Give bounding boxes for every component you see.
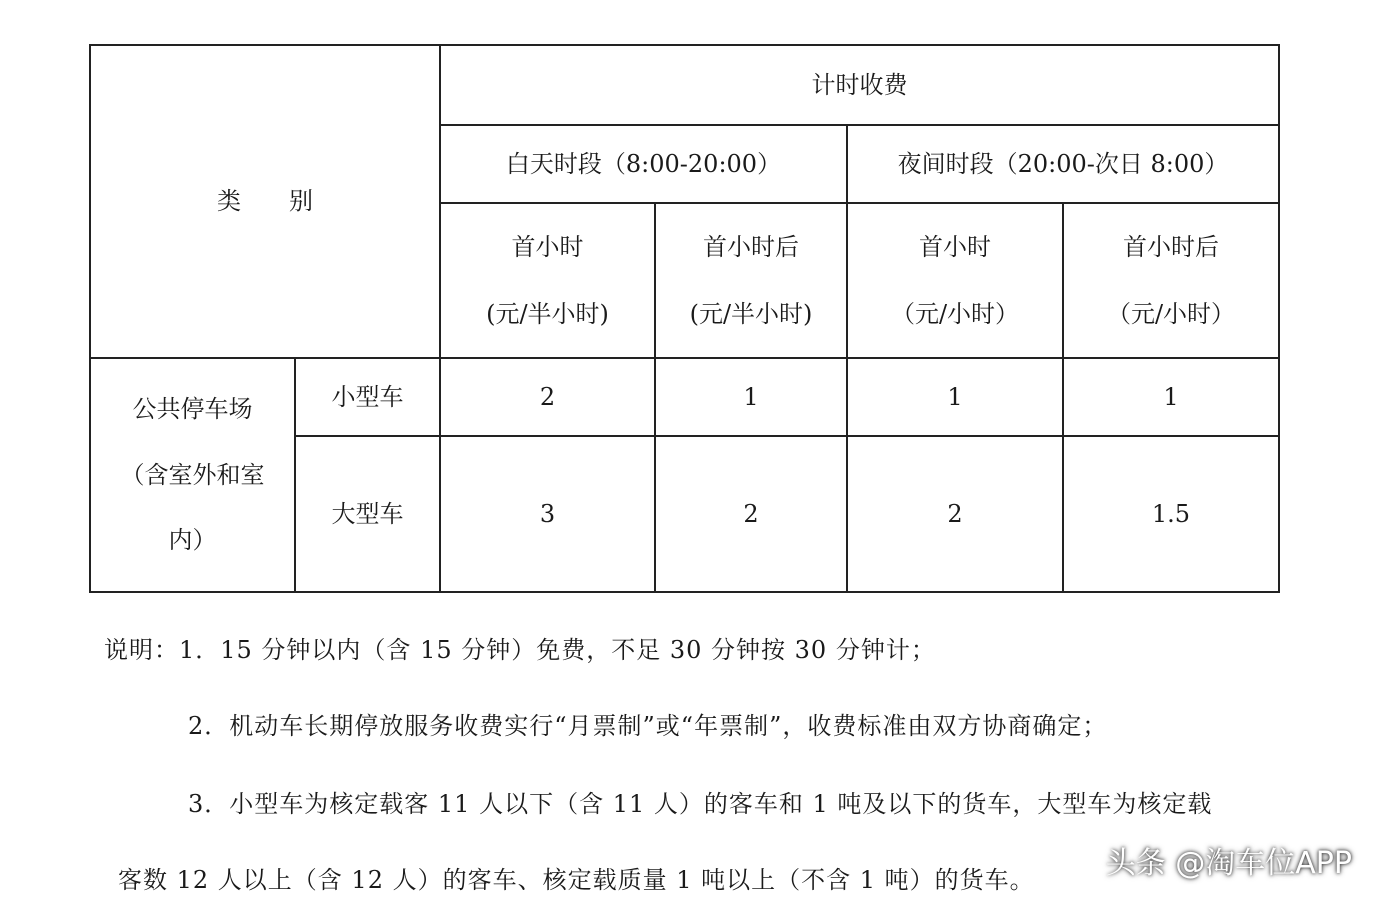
timed-fee-header: 计时收费 [811,70,908,99]
subheader-line: 首小时 [511,232,584,261]
table-cell: 1.5 [1151,499,1191,528]
lot-type-line: （含室外和室 [120,460,265,489]
note-line-2: 2．机动车长期停放服务收费实行“月票制”或“年票制”，收费标准由双方协商确定； [188,712,1108,740]
night-period-header: 夜间时段（20:00-次日 8:00） [897,149,1229,178]
note-line-4: 客数 12 人以上（含 12 人）的客车、核定载质量 1 吨以上（不含 1 吨）的货车。 [118,866,1035,894]
table-cell: 1 [947,382,963,411]
subheader-unit: （元/小时） [1106,299,1236,328]
table-cell: 3 [539,499,556,528]
day-period-header: 白天时段（8:00-20:00） [505,149,782,178]
table-border-bottom [89,591,1280,593]
subheader-unit: (元/半小时) [486,299,609,328]
lot-type-line: 公共停车场 [132,395,253,424]
watermark: 头条 @淘车位APP [1105,846,1352,881]
table-cell: 1 [1163,382,1179,411]
subheader-line: 首小时 [919,232,991,261]
subheader-day-first-hour [441,204,654,357]
subheader-line: 首小时后 [703,232,799,261]
parking-lot-type [91,359,294,591]
subheader-line: 首小时后 [1123,232,1219,261]
note-line-1: 说明：1．15 分钟以内（含 15 分钟）免费，不足 30 分钟按 30 分钟计； [104,636,936,664]
vehicle-large-label: 大型车 [331,499,404,528]
subheader-night-after-first-hour [1064,204,1278,357]
subheader-unit: （元/小时） [890,299,1020,328]
vehicle-small-label: 小型车 [331,382,404,411]
category-header: 类 别 [217,187,313,216]
table-cell: 1 [743,382,759,411]
table-border-right [1278,44,1280,593]
lot-type-line: 内） [168,525,217,554]
subheader-day-after-first-hour [656,204,846,357]
note-line-3: 3．小型车为核定载客 11 人以下（含 11 人）的客车和 1 吨及以下的货车，大型车为核定载 [188,790,1213,818]
table-cell: 2 [539,382,556,411]
table-cell: 2 [947,499,963,528]
subheader-unit: (元/半小时) [689,299,813,328]
table-cell: 2 [743,499,759,528]
subheader-night-first-hour [848,204,1062,357]
